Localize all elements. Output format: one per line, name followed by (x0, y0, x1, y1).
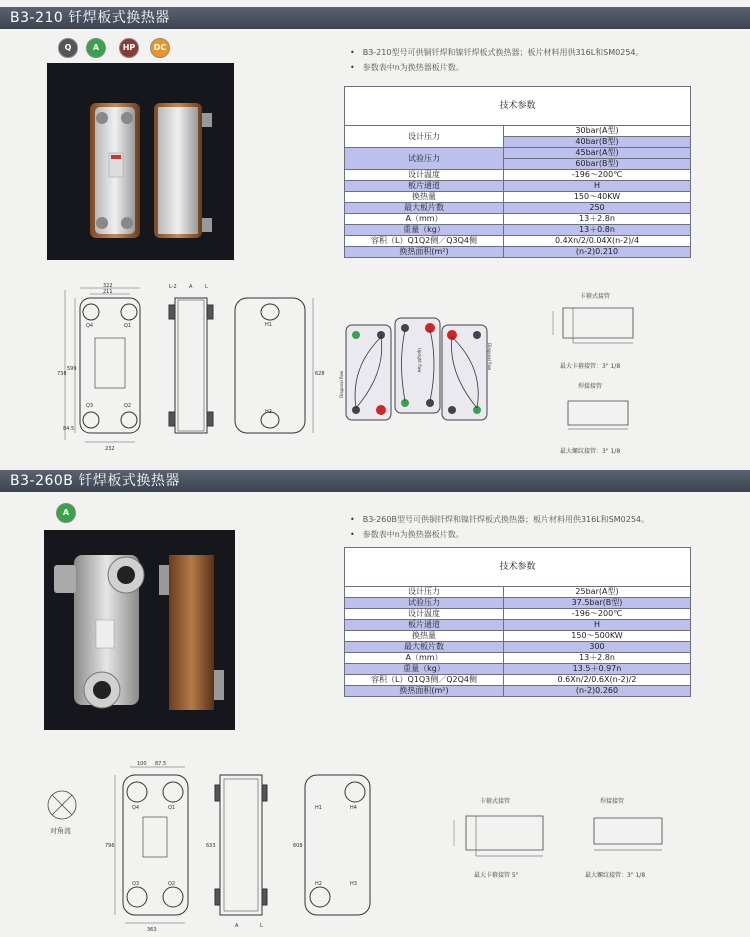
weld-fitting-title: 焊接接管 (578, 383, 603, 390)
notes-b3-210 (350, 45, 730, 75)
spec-key: 重量（kg） (345, 225, 504, 236)
badge-q: Q (58, 38, 78, 58)
dim-label: 322 (103, 283, 113, 289)
spec-table-header: 技术参数 (345, 548, 691, 587)
flow-label: Diagonal flow (487, 343, 492, 371)
note-1: • B3-260B型号可供铜钎焊和镍钎焊板式换热器；板片材料用供316L和SM0254。 (350, 512, 730, 527)
dim-label: 796 (105, 843, 115, 849)
spec-value: 150～40KW (504, 192, 691, 203)
spec-key: 重量（kg） (345, 664, 504, 675)
spec-value: H (504, 620, 691, 631)
technical-drawing-b3-210 (55, 280, 325, 455)
clamp-fitting-title: 卡箍式接管 (580, 293, 611, 300)
dim-label: 211 (103, 289, 113, 295)
side-label: A (235, 923, 239, 929)
spec-value: 40bar(B型) (504, 137, 691, 148)
spec-key: 换热量 (345, 192, 504, 203)
port-label: H1 (265, 322, 272, 328)
clamp-fitting-note: 最大卡箍接管：3" 1/8 (560, 363, 621, 370)
spec-value: 13.5＋0.97n (504, 664, 691, 675)
spec-key: 换热面积(m²) (345, 247, 504, 258)
spec-value: (n-2)0.210 (504, 247, 691, 258)
diagonal-flow-icon (42, 785, 82, 825)
clamp-fitting-note: 最大卡箍接管 5" (474, 872, 519, 879)
side-label: A (189, 284, 193, 290)
spec-key: A（mm） (345, 214, 504, 225)
port-label: H1 (315, 805, 322, 811)
spec-value: -196～200℃ (504, 170, 691, 181)
clamp-fitting-drawing (448, 808, 548, 863)
port-label: Q3 (132, 881, 140, 887)
note-2: • 参数表中n为换热器板片数。 (350, 527, 730, 542)
badge-a: A (56, 503, 76, 523)
dim-label: 608 (293, 843, 303, 849)
notes-b3-260b (350, 512, 730, 542)
spec-key: 设计压力 (345, 126, 504, 148)
spec-value: 150～500KW (504, 631, 691, 642)
weld-fitting-drawing (558, 393, 638, 438)
clamp-fitting-title: 卡箍式接管 (480, 798, 511, 805)
dim-label: 87.5 (155, 761, 167, 767)
badge-hp: HP (119, 38, 139, 58)
spec-key: 换热量 (345, 631, 504, 642)
heat-exchanger-illustration (44, 530, 235, 730)
flow-label: Upright flow (417, 348, 422, 373)
spec-key: 设计温度 (345, 609, 504, 620)
port-label: H4 (350, 805, 357, 811)
technical-drawing-b3-260b (105, 757, 385, 932)
spec-key: 试验压力 (345, 598, 504, 609)
weld-fitting-note: 最大螺纹接管：3" 1/8 (560, 448, 621, 455)
port-label: Q4 (132, 805, 140, 811)
spec-key: 换热面积(m²) (345, 686, 504, 697)
spec-key: 设计压力 (345, 587, 504, 598)
port-label: Q4 (86, 323, 94, 329)
spec-value: 60bar(B型) (504, 159, 691, 170)
spec-value: 300 (504, 642, 691, 653)
heat-exchanger-illustration (47, 63, 234, 260)
flow-label: Diagonal flow (339, 370, 344, 398)
section-title-b3-260b: B3-260B 钎焊板式换热器 (0, 470, 750, 492)
port-label: Q1 (168, 805, 176, 811)
spec-key: 板片通道 (345, 620, 504, 631)
dim-label: 633 (206, 843, 216, 849)
side-label: L-2 (169, 284, 177, 290)
dim-label: 100 (137, 761, 147, 767)
side-label: L (260, 923, 263, 929)
spec-value: 0.6Xn/2/0.6X(n-2)/2 (504, 675, 691, 686)
spec-value: -196～200℃ (504, 609, 691, 620)
spec-value: H (504, 181, 691, 192)
spec-key: 设计温度 (345, 170, 504, 181)
spec-key: 试验压力 (345, 148, 504, 170)
port-label: Q3 (86, 403, 94, 409)
spec-table-header: 技术参数 (345, 87, 691, 126)
spec-value: (n-2)0.260 (504, 686, 691, 697)
dim-label: 84.5 (63, 426, 75, 432)
dim-label: 738 (57, 371, 67, 377)
clamp-fitting-drawing (548, 303, 638, 353)
spec-value: 37.5bar(B型) (504, 598, 691, 609)
spec-value: 30bar(A型) (504, 126, 691, 137)
spec-value: 0.4Xn/2/0.04X(n-2)/4 (504, 236, 691, 247)
dim-label: 599 (67, 366, 77, 372)
spec-value: 13＋2.8n (504, 214, 691, 225)
weld-fitting-note: 最大螺纹接管：3" 1/8 (585, 872, 646, 879)
section-title-b3-210: B3-210 钎焊板式换热器 (0, 7, 750, 29)
weld-fitting-drawing (582, 808, 672, 858)
port-label: Q2 (168, 881, 176, 887)
spec-key: 最大板片数 (345, 203, 504, 214)
dim-label: 628 (315, 371, 325, 377)
spec-value: 25bar(A型) (504, 587, 691, 598)
port-label: Q1 (124, 323, 132, 329)
spec-value: 250 (504, 203, 691, 214)
note-1: • B3-210型号可供铜钎焊和镍钎焊板式换热器；板片材料用供316L和SM0254。 (350, 45, 730, 60)
port-label: H3 (350, 881, 357, 887)
badge-dc: DC (150, 38, 170, 58)
spec-key: 容积（L）Q1Q2侧／Q3Q4侧 (345, 236, 504, 247)
product-photo-b3-210 (47, 63, 234, 260)
dim-label: 363 (147, 927, 157, 932)
spec-table-b3-260b (344, 547, 691, 697)
port-label: Q2 (124, 403, 132, 409)
spec-key: 板片通道 (345, 181, 504, 192)
weld-fitting-title: 焊接接管 (600, 798, 625, 805)
port-label: H2 (315, 881, 322, 887)
side-label: L (205, 284, 208, 290)
port-label: H2 (265, 409, 272, 415)
flow-diagram-b3-210 (338, 313, 500, 425)
spec-table-b3-210 (344, 86, 691, 258)
note-2: • 参数表中n为换热器板片数。 (350, 60, 730, 75)
diagonal-flow-caption: 对角流 (50, 827, 71, 835)
spec-key: 容积（L）Q1Q3侧／Q2Q4侧 (345, 675, 504, 686)
spec-value: 45bar(A型) (504, 148, 691, 159)
product-photo-b3-260b (44, 530, 235, 730)
spec-value: 13＋2.8n (504, 653, 691, 664)
spec-key: 最大板片数 (345, 642, 504, 653)
spec-key: A（mm） (345, 653, 504, 664)
spec-value: 13＋0.8n (504, 225, 691, 236)
badge-a: A (86, 38, 106, 58)
dim-label: 232 (105, 446, 115, 452)
